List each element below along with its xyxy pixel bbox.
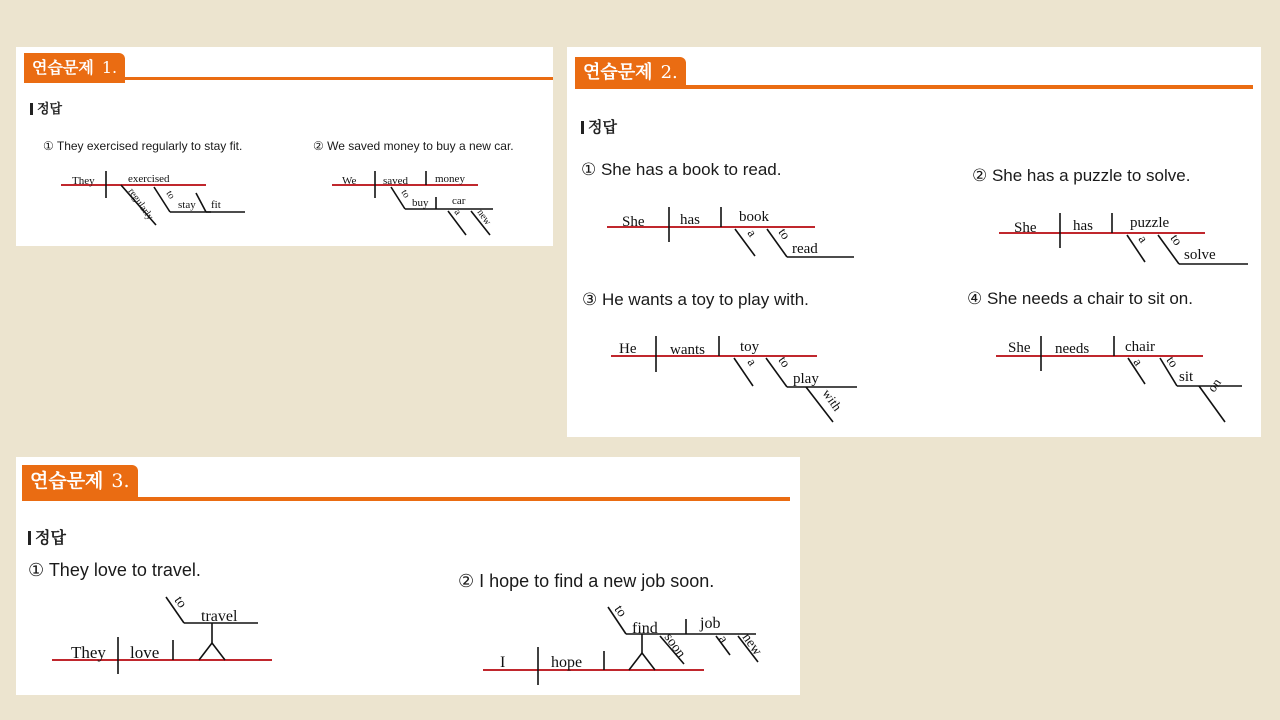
diagram-1-2-prep: to xyxy=(398,187,412,201)
diagram-3-1-verb: love xyxy=(130,643,160,662)
panel-3-answer-label: 정답 xyxy=(35,528,66,547)
diagram-2-4-object: chair xyxy=(1125,339,1155,355)
diagram-3-2-infinitive: find xyxy=(632,620,658,637)
diagram-2-3-article: a xyxy=(744,355,761,369)
diagram-1-1-infinitive: stay xyxy=(178,199,196,211)
panel-1-answer-label: 정답 xyxy=(37,102,63,117)
diagram-2-1-object: book xyxy=(739,209,769,225)
diagram-3-1 xyxy=(52,594,272,674)
panel-1-sentence-1: ① They exercised regularly to stay fit. xyxy=(43,139,243,153)
diagram-1-1-modifier: regularly xyxy=(125,186,156,223)
diagram-1-2-infinitive: buy xyxy=(412,197,429,209)
diagram-2-2-object: puzzle xyxy=(1130,215,1170,231)
diagram-2-4 xyxy=(996,336,1242,422)
diagram-2-2-verb: has xyxy=(1073,218,1093,234)
panel-3-title: 연습문제 xyxy=(30,470,104,492)
diagram-3-2-modifier: soon xyxy=(660,630,689,661)
panel-2-number: 2. xyxy=(660,62,678,83)
diagram-3-1-subject: They xyxy=(71,643,106,662)
panel-3-sentence-2: ② I hope to find a new job soon. xyxy=(458,571,715,591)
panel-2-sentence-4: ④ She needs a chair to sit on. xyxy=(967,289,1193,308)
panel-2-sentence-3: ③ He wants a toy to play with. xyxy=(582,290,809,309)
diagram-3-2-verb: hope xyxy=(551,654,583,671)
panel-1-title: 연습문제 xyxy=(32,58,94,77)
diagram-1-2-subject: We xyxy=(342,175,357,187)
diagram-2-1-prep: to xyxy=(775,225,794,243)
panel-2-title: 연습문제 xyxy=(583,62,653,83)
panel-2-diagrams xyxy=(567,47,1261,437)
diagram-2-3-infinitive: play xyxy=(793,371,819,387)
diagram-2-1-subject: She xyxy=(622,214,645,230)
diagram-2-2-article: a xyxy=(1135,232,1152,246)
exercise-panel-1 xyxy=(16,47,553,246)
diagram-2-1 xyxy=(607,207,854,257)
diagram-1-2-verb: saved xyxy=(383,175,409,187)
diagram-3-2-prep: to xyxy=(610,602,630,621)
diagram-2-3 xyxy=(611,336,857,422)
panel-3-number: 3. xyxy=(111,470,130,492)
diagram-2-4-prep: to xyxy=(1163,353,1182,371)
diagram-2-3-object: toy xyxy=(740,339,760,355)
exercise-panel-3 xyxy=(16,457,800,695)
diagram-3-2-object: job xyxy=(700,615,721,632)
exercise-panel-2 xyxy=(567,47,1261,437)
diagram-1-2-object2: car xyxy=(452,195,466,207)
diagram-3-1-prep: to xyxy=(170,593,190,612)
diagram-3-2-subject: I xyxy=(500,654,506,671)
diagram-2-2-subject: She xyxy=(1014,220,1037,236)
diagram-2-4-article: a xyxy=(1130,355,1147,369)
diagram-1-1-verb: exercised xyxy=(128,173,170,185)
diagram-2-3-verb: wants xyxy=(670,342,705,358)
diagram-2-2-infinitive: solve xyxy=(1184,247,1216,263)
diagram-3-1-infinitive: travel xyxy=(201,608,238,625)
diagram-1-1 xyxy=(61,171,245,225)
diagram-1-2 xyxy=(332,171,494,235)
panel-3-sentence-1: ① They love to travel. xyxy=(28,560,201,580)
diagram-1-2-adjective: new xyxy=(474,207,494,228)
panel-1-diagrams xyxy=(16,47,553,246)
diagram-2-3-prep: to xyxy=(775,353,794,371)
panel-1-number: 1. xyxy=(101,58,118,77)
diagram-2-4-verb: needs xyxy=(1055,341,1090,357)
panel-2-sentence-1: ① She has a book to read. xyxy=(581,160,782,179)
diagram-3-2-adjective: new xyxy=(738,630,765,659)
diagram-2-2 xyxy=(999,213,1248,264)
diagram-3-2 xyxy=(483,603,765,685)
diagram-2-3-particle: with xyxy=(819,386,846,414)
diagram-2-1-article: a xyxy=(744,226,761,240)
diagram-1-2-article: a xyxy=(451,207,464,218)
diagram-1-2-object: money xyxy=(435,173,465,185)
diagram-2-4-infinitive: sit xyxy=(1179,369,1194,385)
diagram-2-4-subject: She xyxy=(1008,340,1031,356)
diagram-1-1-prep: to xyxy=(163,188,177,202)
diagram-3-2-article: a xyxy=(714,632,731,647)
diagram-1-1-subject: They xyxy=(72,175,95,187)
panel-1-sentence-2: ② We saved money to buy a new car. xyxy=(313,139,514,153)
diagram-2-1-verb: has xyxy=(680,212,700,228)
diagram-2-1-infinitive: read xyxy=(792,241,818,257)
diagram-1-1-complement: fit xyxy=(211,199,221,211)
diagram-2-3-subject: He xyxy=(619,341,637,357)
panel-2-sentence-2: ② She has a puzzle to solve. xyxy=(972,166,1191,185)
diagram-2-2-prep: to xyxy=(1167,231,1186,249)
diagram-2-4-particle: on xyxy=(1204,375,1224,395)
panel-2-answer-label: 정답 xyxy=(588,118,617,136)
panel-3-diagrams xyxy=(16,457,800,695)
